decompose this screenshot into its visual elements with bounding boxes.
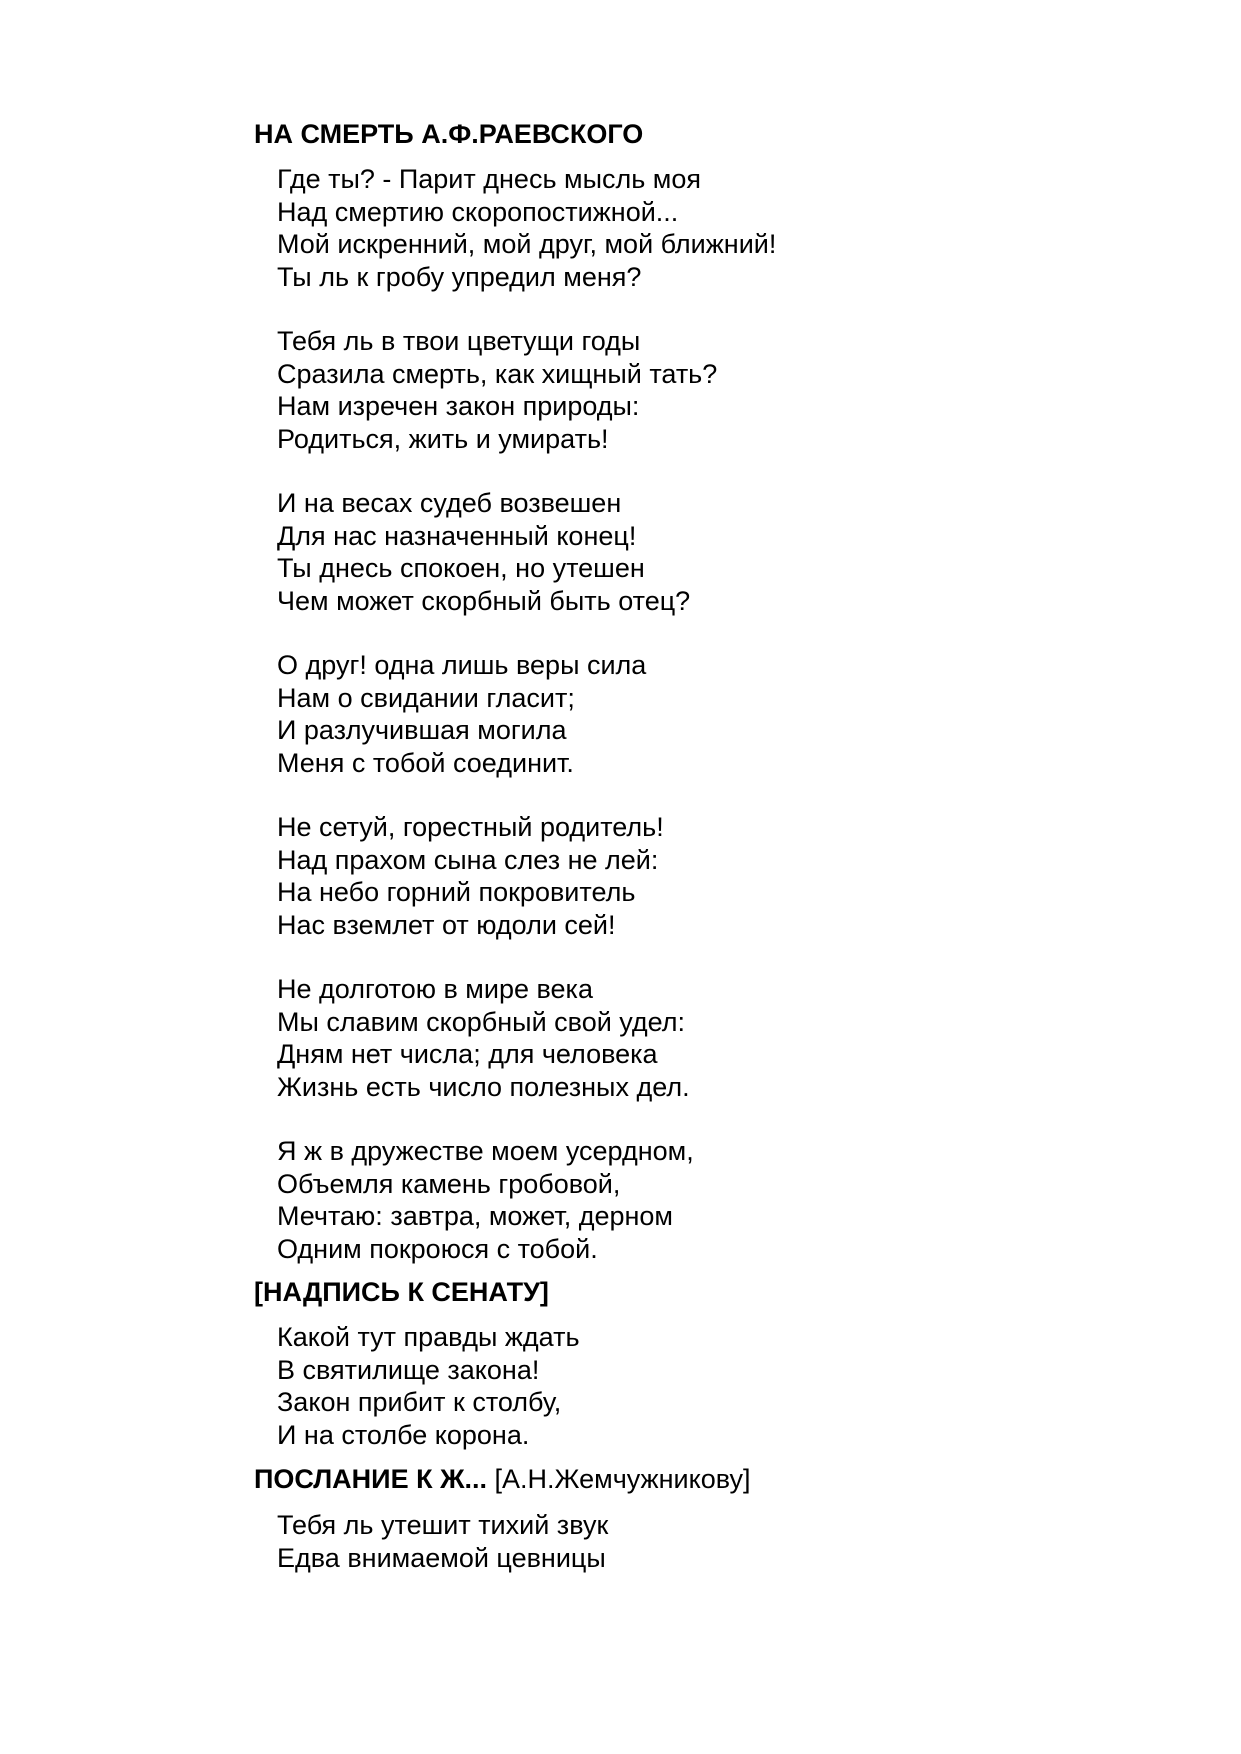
- verse-line: Мой искренний, мой друг, мой ближний!: [277, 229, 777, 259]
- verse-line: И разлучившая могила: [277, 715, 567, 745]
- verse-line: Мечтаю: завтра, может, дерном: [277, 1201, 673, 1231]
- verse-line: Тебя ль утешит тихий звук: [277, 1510, 609, 1540]
- verse-line: Где ты? - Парит днесь мысль моя: [277, 164, 701, 194]
- verse-line: Я ж в дружестве моем усердном,: [277, 1136, 694, 1166]
- verse-line: Нам о свидании гласит;: [277, 682, 575, 713]
- verse-line: Какой тут правды ждать: [277, 1322, 580, 1352]
- stanza: [277, 1135, 694, 1265]
- verse-line: Не сетуй, горестный родитель!: [277, 812, 664, 842]
- stanza: [277, 649, 646, 779]
- verse-line: Одним покроюся с тобой.: [277, 1233, 598, 1264]
- verse-line: И на столбе корона.: [277, 1419, 530, 1450]
- stanza: [277, 325, 717, 455]
- verse-line: Нас вземлет от юдоли сей!: [277, 909, 616, 940]
- verse-line: Дням нет числа; для человека: [277, 1039, 658, 1069]
- stanza: [277, 163, 776, 293]
- poem-title-main: ПОСЛАНИЕ К Ж...: [254, 1464, 487, 1494]
- verse-line: На небо горний покровитель: [277, 877, 636, 907]
- verse-line: Для нас назначенный конец!: [277, 520, 637, 551]
- stanza: [277, 973, 690, 1103]
- verse-line: Мы славим скорбный свой удел:: [277, 1006, 686, 1037]
- verse-line: Тебя ль в твои цветущи годы: [277, 326, 641, 356]
- verse-line: Меня с тобой соединит.: [277, 747, 574, 778]
- verse-line: Родиться, жить и умирать!: [277, 423, 609, 454]
- verse-line: Ты ль к гробу упредил меня?: [277, 261, 642, 292]
- stanza: [277, 1321, 580, 1451]
- verse-line: Сразила смерть, как хищный тать?: [277, 358, 718, 389]
- verse-line: Не долготою в мире века: [277, 974, 593, 1004]
- stanza: [277, 811, 664, 941]
- verse-line: Чем может скорбный быть отец?: [277, 585, 691, 616]
- verse-line: Закон прибит к столбу,: [277, 1387, 562, 1417]
- poem-title-note: [А.Н.Жемчужникову]: [494, 1464, 751, 1494]
- verse-line: В святилище закона!: [277, 1354, 540, 1385]
- verse-line: И на весах судеб возвешен: [277, 488, 622, 518]
- verse-line: Нам изречен закон природы:: [277, 391, 640, 421]
- verse-line: Над смертию скоропостижной...: [277, 196, 679, 227]
- stanza: [277, 1509, 608, 1574]
- poem-title: [НАДПИСЬ К СЕНАТУ]: [254, 1277, 549, 1307]
- stanza: [277, 487, 690, 617]
- verse-line: Жизнь есть число полезных дел.: [277, 1071, 690, 1102]
- poem-title: [254, 1463, 751, 1495]
- verse-line: Над прахом сына слез не лей:: [277, 844, 659, 875]
- verse-line: Ты днесь спокоен, но утешен: [277, 553, 645, 583]
- poem-title: НА СМЕРТЬ А.Ф.РАЕВСКОГО: [254, 119, 644, 149]
- verse-line: Едва внимаемой цевницы: [277, 1542, 606, 1573]
- verse-line: Объемля камень гробовой,: [277, 1168, 621, 1199]
- verse-line: О друг! одна лишь веры сила: [277, 650, 647, 680]
